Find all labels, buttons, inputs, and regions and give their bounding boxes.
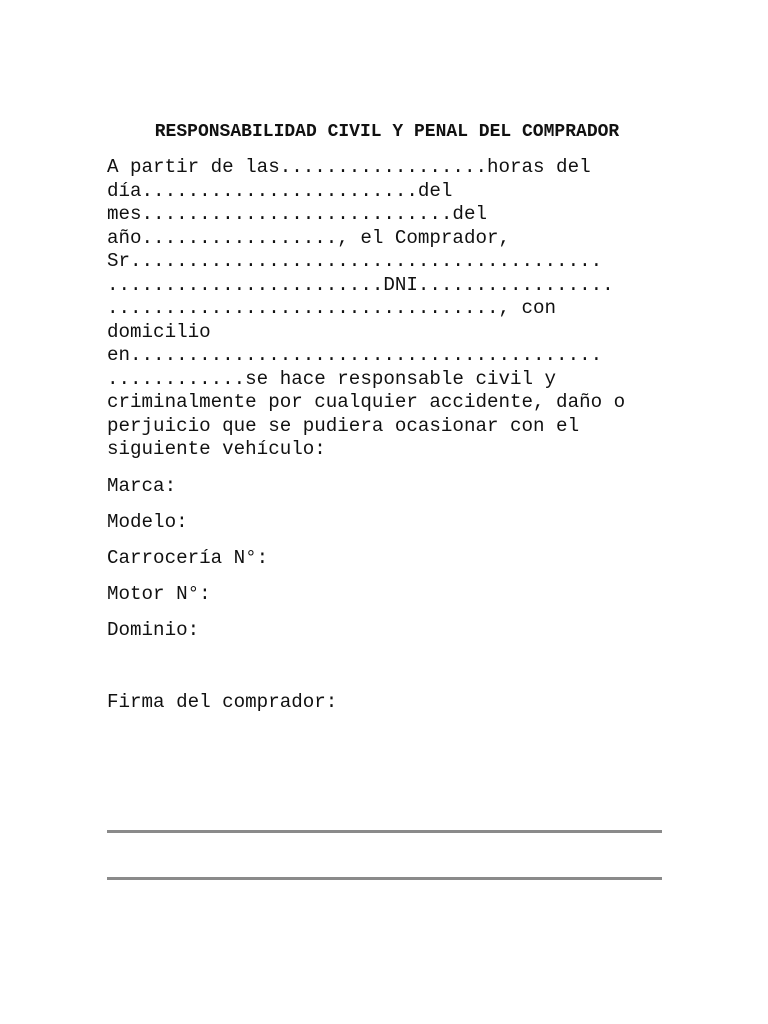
paragraph-line: siguiente vehículo: — [107, 438, 326, 460]
field-carroceria: Carrocería N°: — [107, 546, 269, 569]
field-marca: Marca: — [107, 474, 177, 497]
paragraph-line: día........................del — [107, 179, 453, 202]
paragraph-line: mes...........................del — [107, 203, 487, 225]
field-dominio: Dominio: — [107, 618, 200, 641]
signature-line — [107, 830, 662, 833]
paragraph-line: Sr......................................... — [107, 250, 603, 272]
document-title: RESPONSABILIDAD CIVIL Y PENAL DEL COMPRADOR — [154, 122, 620, 142]
paragraph-line: en......................................... — [107, 344, 603, 366]
paragraph-line: año................., el Comprador, — [107, 226, 511, 249]
signature-line — [107, 877, 662, 880]
signature-label: Firma del comprador: — [107, 690, 338, 713]
paragraph-line: criminalmente por cualquier accidente, daño o — [107, 391, 626, 413]
liability-paragraph — [107, 156, 667, 462]
paragraph-line: A partir de las..................horas del — [107, 156, 591, 178]
paragraph-line: domicilio — [107, 320, 211, 343]
field-modelo: Modelo: — [107, 510, 188, 533]
field-motor: Motor N°: — [107, 582, 211, 605]
paragraph-line: .................................., con — [107, 297, 557, 319]
paragraph-line: ........................DNI................. — [107, 273, 614, 296]
paragraph-line: ............se hace responsable civil y — [107, 367, 557, 390]
document-page — [107, 120, 667, 714]
paragraph-line: perjuicio que se pudiera ocasionar con el — [107, 414, 580, 437]
